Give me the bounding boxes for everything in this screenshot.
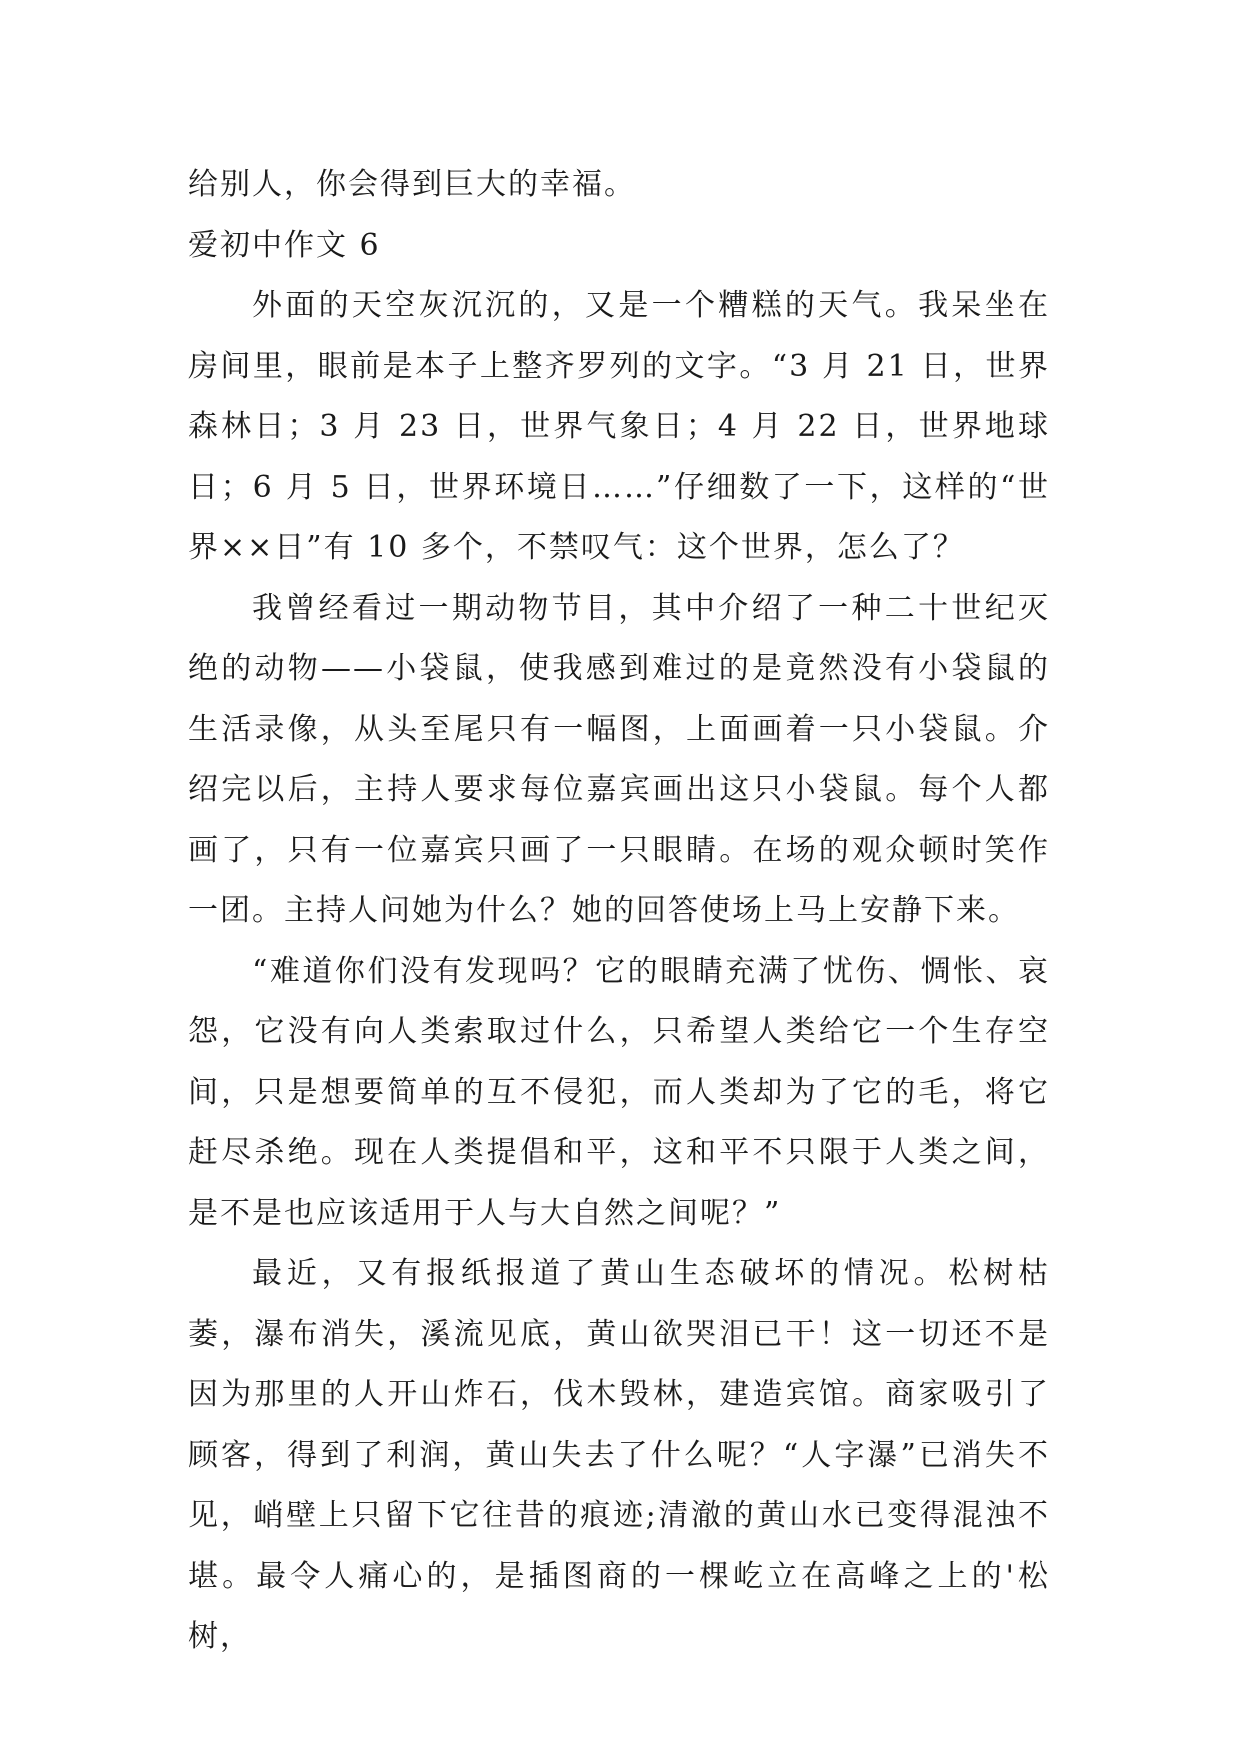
lead-text: 给别人，你会得到巨大的幸福。: [188, 167, 636, 202]
paragraph-2: 我曾经看过一期动物节目，其中介绍了一种二十世纪灭绝的动物——小袋鼠，使我感到难过的是竟然没有小袋鼠的生活录像，从头至尾只有一幅图，上面画着一只小袋鼠。介绍完以后，主持人要求每位嘉宾画出这只小袋鼠。每个人都画了，只有一位嘉宾只画了一只眼睛。在场的观众顿时笑作一团。主持人问她为什么？她的回答使场上马上安静下来。: [188, 590, 1050, 928]
paragraph-4: 最近，又有报纸报道了黄山生态破坏的情况。松树枯萎，瀑布消失，溪流见底，黄山欲哭泪已干！这一切还不是因为那里的人开山炸石，伐木毁林，建造宾馆。商家吸引了顾客，得到了利润，黄山失去了什么呢？“人字瀑”已消失不见，峭壁上只留下它往昔的痕迹;清澈的黄山水已变得混浊不堪。最令人痛心的，是插图商的一棵屹立在高峰之上的'松树，: [188, 1256, 1050, 1654]
essay-heading: 爱初中作文 6: [188, 227, 381, 263]
document-body: [188, 155, 1050, 1668]
paragraph-3: “难道你们没有发现吗？它的眼睛充满了忧伤、惆怅、哀怨，它没有向人类索取过什么，只希望人类给它一个生存空间，只是想要简单的互不侵犯，而人类却为了它的毛，将它赶尽杀绝。现在人类提倡和平，这和平不只限于人类之间，是不是也应该适用于人与大自然之间呢？”: [188, 953, 1050, 1231]
paragraph-1: 外面的天空灰沉沉的，又是一个糟糕的天气。我呆坐在房间里，眼前是本子上整齐罗列的文字。“3 月 21 日，世界森林日；3 月 23 日，世界气象日；4 月 22 日，世界地球日；6 月 5 日，世界环境日……”仔细数了一下，这样的“世界××日”有 10 多个，不禁叹气：这个世界，怎么了？: [188, 288, 1050, 565]
